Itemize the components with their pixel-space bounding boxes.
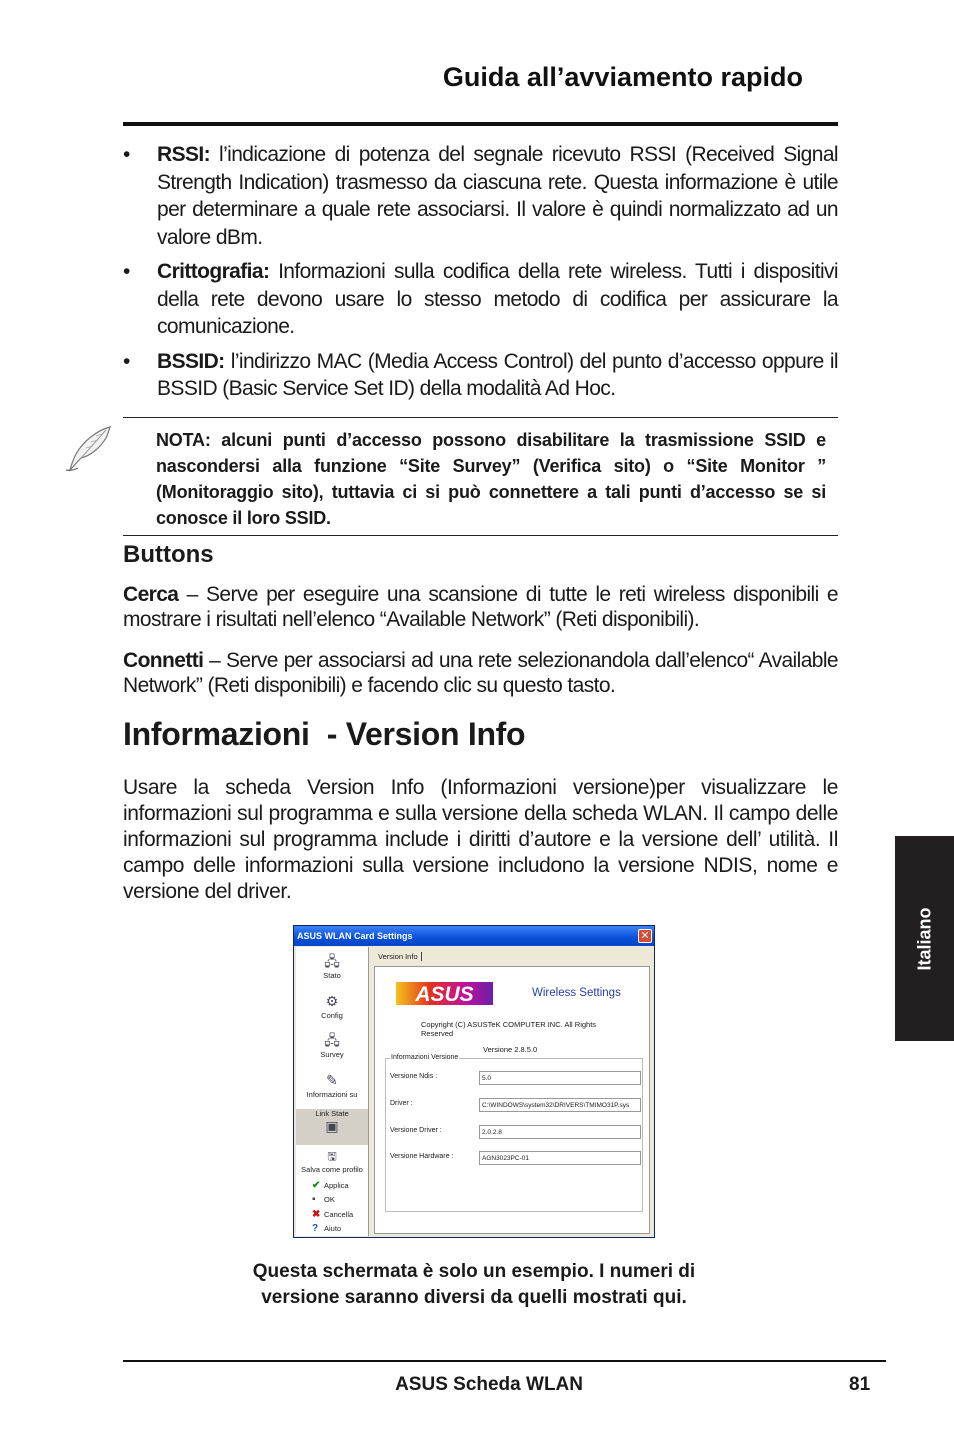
- help-icon: ?: [312, 1223, 319, 1234]
- bullet-text: l’indicazione di potenza del segnale ricevuto RSSI (Received Signal Strength Indication) trasmesso da ciascuna rete. Questa informazione è utile per determinare a quale rete associarsi. Il valore è quindi normalizzato ad un valore dBm.: [157, 143, 838, 249]
- note-rule-bottom: [123, 535, 838, 536]
- version-info-group: Informazioni Versione Versione Ndis : 5.0 Driver : C:\WINDOWS\system32\DRIVERS\TMIMO31P.sys Versione Driver : 2.0.2.8 Versione Hardware : AGN3023PC-01: [385, 1058, 643, 1212]
- cerca-paragraph: [123, 582, 838, 632]
- bullet-text: Informazioni sulla codifica della rete wireless. Tutti i dispositivi della rete devono usare lo stesso metodo di codifica per assicurare la comunicazione.: [157, 260, 838, 338]
- program-version: Versione 2.8.5.0: [483, 1045, 538, 1054]
- copyright-text: Copyright (C) ASUSTeK COMPUTER INC. All Rights Reserved: [421, 1020, 597, 1038]
- section-title: Informazioni - Version Info: [123, 716, 526, 752]
- survey-icon: 🖧: [324, 1032, 340, 1048]
- sidebar-item-stato[interactable]: 🖧 Stato: [296, 953, 368, 980]
- bullet-text: l’indirizzo MAC (Media Access Control) del punto d’accesso oppure il BSSID (Basic Service Set ID) della modalità Ad Hoc.: [157, 349, 838, 400]
- ok-button[interactable]: ▪ OK: [312, 1194, 335, 1205]
- settings-pane: [370, 947, 652, 1236]
- settings-window-screenshot: [293, 925, 655, 1238]
- save-icon: 🖫: [327, 1151, 337, 1163]
- connetti-paragraph: [123, 648, 838, 698]
- check-icon: ✔: [312, 1180, 321, 1191]
- language-side-tab: [895, 836, 954, 1041]
- note-rule-top: [123, 417, 838, 418]
- sidebar-item-config[interactable]: ⚙ Config: [296, 993, 368, 1020]
- svg-text:ASUS: ASUS: [415, 983, 474, 1005]
- applica-button[interactable]: ✔ Applica: [312, 1180, 349, 1191]
- aiuto-button[interactable]: ? Aiuto: [312, 1223, 342, 1234]
- window-title: ASUS WLAN Card Settings: [297, 931, 413, 941]
- sidebar-item-salva-profilo[interactable]: 🖫 Salva come profilo: [296, 1151, 368, 1174]
- link-state-icon: ▣: [325, 1118, 339, 1134]
- bullet-crittografia: • Crittografia: Informazioni sulla codifica della rete wireless. Tutti i dispositivi della rete devono usare lo stesso metodo di codifica per assicurare la comunicazione.: [123, 260, 838, 338]
- tab-version-info[interactable]: Version Info: [378, 952, 422, 961]
- sidebar-item-informazioni[interactable]: ✎ Informazioni su: [296, 1072, 368, 1099]
- window-titlebar: [294, 926, 654, 946]
- screenshot-caption: Questa schermata è solo un esempio. I numeri di versione saranno diversi da quelli mostrati qui.: [252, 1261, 696, 1308]
- ok-icon: ▪: [312, 1194, 316, 1205]
- config-icon: ⚙: [325, 993, 339, 1009]
- quill-pen-icon: [62, 424, 114, 474]
- bullet-rssi: • RSSI: l’indicazione di potenza del segnale ricevuto RSSI (Received Signal Strength Indication) trasmesso da ciascuna rete. Questa informazione è utile per determinare a quale rete associarsi. Il valore è quindi normalizzato ad un valore dBm.: [123, 143, 838, 249]
- info-icon: ✎: [326, 1072, 338, 1088]
- close-icon[interactable]: ✕: [638, 929, 652, 943]
- cerca-term: Cerca: [123, 583, 179, 606]
- header-rule: [123, 122, 838, 126]
- connetti-term: Connetti: [123, 649, 204, 672]
- footer-title: ASUS Scheda WLAN: [395, 1374, 583, 1395]
- page-number: 81: [849, 1374, 871, 1395]
- driver-version-field: 2.0.2.8: [479, 1125, 641, 1139]
- asus-logo: [396, 982, 493, 1005]
- note-text: NOTA: alcuni punti d’accesso possono disabilitare la trasmissione SSID e nascondersi alla funzione “Site Survey” (Verifica sito) o “Site Monitor ” (Monitoraggio sito), tuttavia ci si può connettere a tali punti d’accesso se si conosce il loro SSID.: [156, 430, 826, 528]
- buttons-heading: Buttons: [123, 541, 214, 568]
- intro-paragraph: Usare la scheda Version Info (Informazioni versione)per visualizzare le informazioni sul programma e sulla versione della scheda WLAN. Il campo delle informazioni sul programma include i diritti d’autore e la versione dell’ utilità. Il campo delle informazioni sulla versione includono la versione NDIS, nome e versione del driver.: [123, 776, 838, 903]
- sidebar-item-link-state[interactable]: Link State ▣: [296, 1109, 368, 1145]
- network-icon: 🖧: [324, 953, 340, 969]
- language-label: Italiano: [914, 906, 934, 971]
- bullet-term: RSSI:: [157, 143, 211, 166]
- cerca-text: – Serve per eseguire una scansione di tutte le reti wireless disponibili e mostrare i risultati nell’elenco “Available Network” (Reti disponibili).: [123, 583, 838, 631]
- page-header-title: Guida all’avviamento rapido: [442, 62, 803, 92]
- cancel-icon: ✖: [312, 1209, 321, 1220]
- bullet-term: Crittografia:: [157, 260, 270, 283]
- version-info-panel: [374, 966, 650, 1234]
- sidebar-item-survey[interactable]: 🖧 Survey: [296, 1032, 368, 1059]
- cancella-button[interactable]: ✖ Cancella: [312, 1209, 354, 1220]
- footer-rule: [123, 1360, 886, 1362]
- group-legend: Informazioni Versione: [391, 1054, 459, 1061]
- wireless-settings-label: Wireless Settings: [532, 987, 621, 999]
- driver-path-field: C:\WINDOWS\system32\DRIVERS\TMIMO31P.sys: [479, 1098, 641, 1112]
- connetti-text: – Serve per associarsi ad una rete selezionandola dall’elenco“ Available Network” (Reti disponibili) e facendo clic su questo tasto.: [123, 649, 838, 697]
- bullet-bssid: • BSSID: l’indirizzo MAC (Media Access Control) del punto d’accesso oppure il BSSID (Basic Service Set ID) della modalità Ad Hoc.: [123, 349, 838, 400]
- bullet-list: [123, 141, 838, 410]
- hardware-version-field: AGN3023PC-01: [479, 1151, 641, 1165]
- settings-sidebar: [296, 947, 369, 1236]
- ndis-version-field: 5.0: [479, 1071, 641, 1085]
- bullet-term: BSSID:: [157, 349, 225, 373]
